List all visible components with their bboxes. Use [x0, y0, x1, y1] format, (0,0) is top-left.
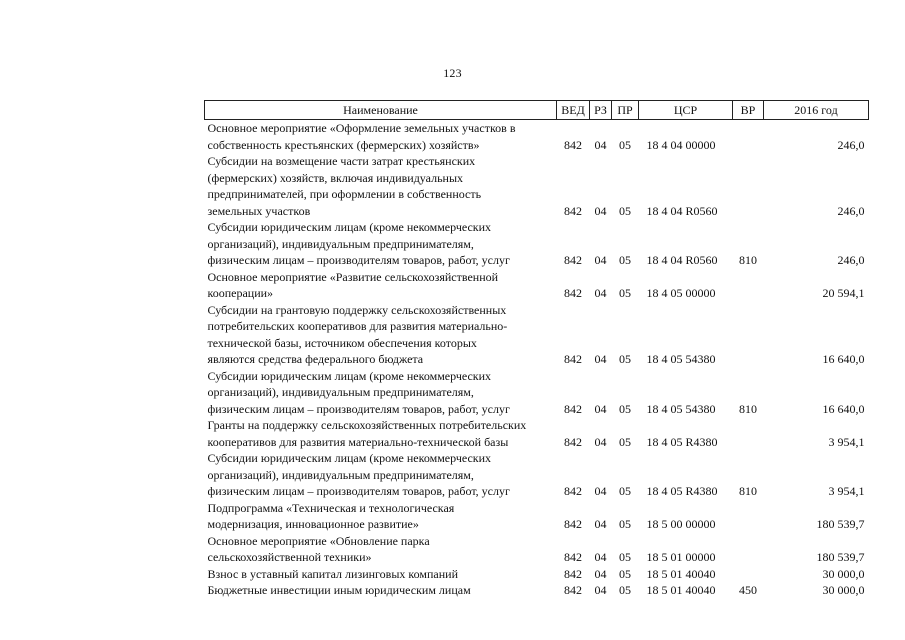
cell-ved: 842: [564, 253, 582, 267]
cell-rz: 04: [594, 203, 607, 218]
cell-vr: [733, 500, 764, 533]
cell-csr: 18 5 01 40040: [646, 583, 716, 597]
cell-name: Бюджетные инвестиции иным юридическим лицам: [207, 583, 471, 597]
cell-pr: 05: [619, 352, 631, 366]
header-year: 2016 год: [764, 101, 869, 120]
table-row: [205, 566, 869, 583]
header-name: Наименование: [205, 101, 557, 120]
header-rz: РЗ: [590, 101, 612, 120]
cell-vr: [733, 120, 764, 154]
cell-rz: 04: [594, 583, 607, 597]
cell-pr: 05: [619, 137, 631, 152]
cell-amount: 20 594,1: [822, 286, 865, 300]
cell-pr: 05: [619, 566, 631, 581]
cell-vr: 810: [739, 253, 757, 267]
header-vr: ВР: [733, 101, 764, 120]
table-header: [205, 101, 869, 120]
header-ved: ВЕД: [557, 101, 590, 120]
table-row: [205, 500, 869, 533]
cell-vr: 450: [739, 583, 757, 597]
cell-ved: 842: [564, 583, 582, 597]
table-row: [205, 302, 869, 368]
cell-rz: 04: [594, 401, 607, 416]
header-csr: ЦСР: [639, 101, 733, 120]
cell-rz: 04: [594, 286, 607, 300]
cell-pr: 05: [619, 203, 631, 218]
cell-name: Субсидии на возмещение части затрат крестьянских (фермерских) хозяйств, включая индивидуальных предпринимателей, при оформлении в собственность земельных участков: [207, 154, 482, 218]
cell-name: Основное мероприятие «Обновление парка сельскохозяйственной техники»: [207, 533, 430, 564]
cell-csr: 18 5 00 00000: [646, 517, 716, 531]
cell-csr: 18 4 04 R0560: [646, 203, 718, 218]
cell-vr: [733, 533, 764, 566]
cell-amount: 30 000,0: [822, 583, 865, 597]
cell-amount: 3 954,1: [828, 434, 865, 449]
table-row: [205, 153, 869, 219]
cell-ved: 842: [564, 484, 582, 498]
cell-amount: 246,0: [837, 137, 865, 152]
cell-vr: 810: [739, 401, 757, 416]
cell-rz: 04: [594, 484, 607, 498]
cell-name: Субсидии юридическим лицам (кроме некоммерческих организаций), индивидуальным предпринимателям, физическим лицам – производителям товаров, работ, услуг: [207, 220, 510, 267]
cell-pr: 05: [619, 434, 631, 449]
cell-amount: 246,0: [837, 253, 865, 267]
cell-amount: 246,0: [837, 203, 865, 218]
cell-pr: 05: [619, 583, 631, 597]
cell-csr: 18 4 05 54380: [646, 401, 716, 416]
cell-csr: 18 4 05 R4380: [646, 484, 718, 498]
cell-ved: 842: [564, 401, 582, 416]
cell-vr: [733, 566, 764, 583]
cell-rz: 04: [594, 517, 607, 531]
cell-amount: 180 539,7: [816, 550, 865, 564]
cell-pr: 05: [619, 401, 631, 416]
cell-pr: 05: [619, 253, 631, 267]
cell-csr: 18 4 05 54380: [646, 352, 716, 366]
cell-amount: 30 000,0: [822, 566, 865, 581]
cell-ved: 842: [564, 434, 582, 449]
cell-name: Основное мероприятие «Развитие сельскохозяйственной кооперации»: [207, 269, 499, 300]
header-row: [205, 101, 869, 120]
table-row: [205, 219, 869, 269]
cell-csr: 18 4 05 00000: [646, 286, 716, 300]
table-body: [205, 120, 869, 599]
cell-pr: 05: [619, 550, 631, 564]
cell-name: Субсидии на грантовую поддержку сельскохозяйственных потребительских кооперативов для развития материально- технической базы, источником обеспечения которых являются средства федерального бюджета: [207, 302, 508, 366]
cell-amount: 180 539,7: [816, 517, 865, 531]
cell-ved: 842: [564, 286, 582, 300]
cell-amount: 16 640,0: [822, 401, 865, 416]
cell-ved: 842: [564, 137, 582, 152]
cell-vr: [733, 417, 764, 450]
cell-amount: 3 954,1: [828, 484, 865, 498]
table-row: [205, 450, 869, 500]
table-row: [205, 368, 869, 418]
cell-csr: 18 5 01 40040: [646, 566, 716, 581]
cell-ved: 842: [564, 550, 582, 564]
cell-csr: 18 4 04 R0560: [646, 253, 718, 267]
page-number: 123: [443, 66, 462, 80]
cell-vr: [733, 302, 764, 368]
cell-csr: 18 4 05 R4380: [646, 434, 718, 449]
cell-pr: 05: [619, 484, 631, 498]
cell-csr: 18 4 04 00000: [646, 137, 716, 152]
cell-vr: 810: [739, 484, 757, 498]
cell-name: Субсидии юридическим лицам (кроме некоммерческих организаций), индивидуальным предпринимателям, физическим лицам – производителям товаров, работ, услуг: [207, 368, 510, 416]
cell-ved: 842: [564, 566, 582, 581]
table-row: [205, 269, 869, 302]
cell-name: Подпрограмма «Техническая и технологическая модернизация, инновационное развитие»: [207, 500, 455, 531]
cell-rz: 04: [594, 566, 607, 581]
cell-rz: 04: [594, 137, 607, 152]
cell-ved: 842: [564, 517, 582, 531]
cell-rz: 04: [594, 550, 607, 564]
cell-rz: 04: [594, 253, 607, 267]
table-row: [205, 533, 869, 566]
cell-csr: 18 5 01 00000: [646, 550, 716, 564]
cell-rz: 04: [594, 352, 607, 366]
cell-vr: [733, 269, 764, 302]
cell-amount: 16 640,0: [822, 352, 865, 366]
cell-pr: 05: [619, 517, 631, 531]
cell-name: Взнос в уставный капитал лизинговых компаний: [207, 566, 458, 581]
cell-ved: 842: [564, 203, 582, 218]
cell-name: Субсидии юридическим лицам (кроме некоммерческих организаций), индивидуальным предпринимателям, физическим лицам – производителям товаров, работ, услуг: [207, 451, 510, 498]
table-row: [205, 417, 869, 450]
cell-pr: 05: [619, 286, 631, 300]
cell-name: Основное мероприятие «Оформление земельных участков в собственность крестьянских (фермерских) хозяйств»: [207, 121, 516, 152]
budget-table: [204, 100, 869, 599]
header-pr: ПР: [612, 101, 639, 120]
cell-rz: 04: [594, 434, 607, 449]
table-row: [205, 120, 869, 154]
cell-name: Гранты на поддержку сельскохозяйственных потребительских кооперативов для развития материально-технической базы: [207, 418, 527, 449]
cell-ved: 842: [564, 352, 582, 366]
cell-vr: [733, 153, 764, 219]
table-row: [205, 582, 869, 599]
